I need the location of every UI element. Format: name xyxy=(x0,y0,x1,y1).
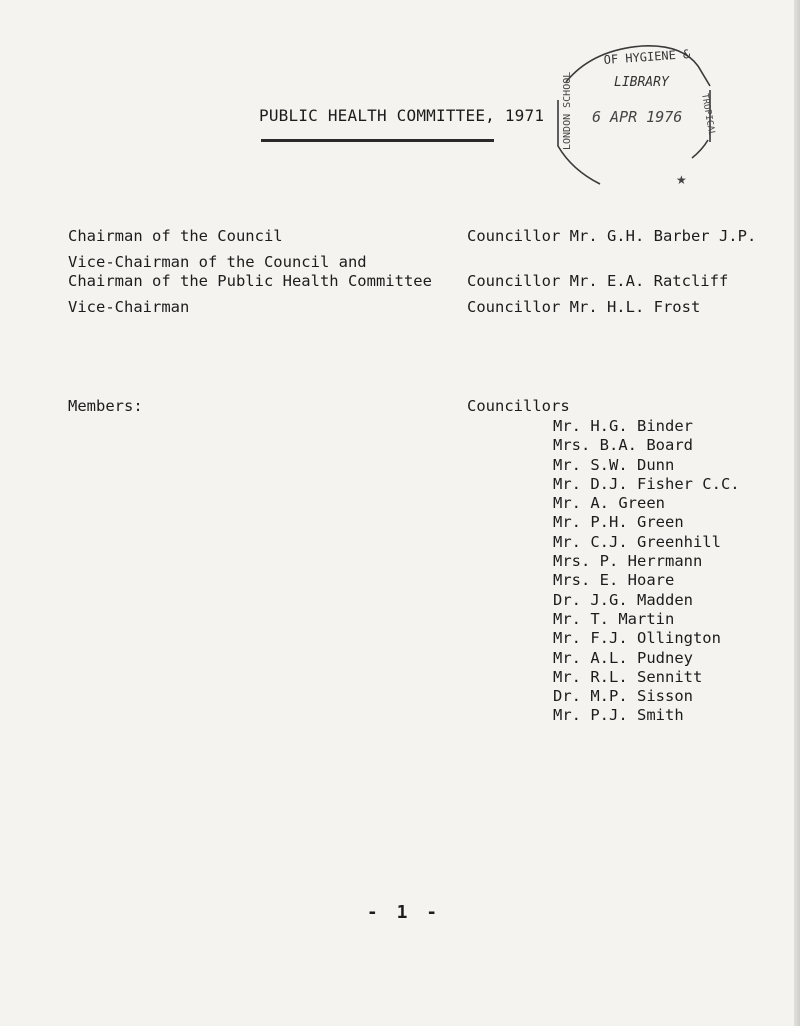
stamp-date: 6 APR 1976 xyxy=(592,108,683,126)
officer-name-chairman: Councillor Mr. G.H. Barber J.P. xyxy=(467,227,757,245)
officer-name-vice-chairman-council: Councillor Mr. E.A. Ratcliff xyxy=(467,272,729,290)
member-name: Mr. A.L. Pudney xyxy=(553,648,693,667)
member-name: Mr. R.L. Sennitt xyxy=(553,667,703,686)
officer-role-chairman-committee: Chairman of the Public Health Committee xyxy=(68,272,432,290)
member-name: Mr. F.J. Ollington xyxy=(553,629,721,648)
member-name: Mr. H.G. Binder xyxy=(553,417,693,435)
member-name: Mr. P.J. Smith xyxy=(553,706,684,725)
stamp-top-text: OF HYGIENE & xyxy=(603,46,691,67)
officer-role-chairman: Chairman of the Council xyxy=(68,227,283,245)
page-number: - 1 - xyxy=(366,902,442,923)
member-name: Mr. D.J. Fisher C.C. xyxy=(553,474,740,493)
library-stamp xyxy=(552,42,722,190)
member-name: Mr. T. Martin xyxy=(553,609,675,628)
officer-name-vice-chairman: Councillor Mr. H.L. Frost xyxy=(467,298,701,316)
member-name: Dr. M.P. Sisson xyxy=(553,687,693,706)
page-edge-shadow xyxy=(794,0,800,1026)
member-name: Mr. A. Green xyxy=(553,494,665,513)
members-label: Members: xyxy=(68,397,143,415)
page-title: PUBLIC HEALTH COMMITTEE, 1971 xyxy=(259,106,545,125)
officer-role-vice-chairman-council: Vice-Chairman of the Council and xyxy=(68,253,367,271)
star-icon: ★ xyxy=(676,173,687,187)
member-name: Mrs. P. Herrmann xyxy=(553,552,703,571)
member-name: Mr. S.W. Dunn xyxy=(553,455,675,474)
stamp-side-right: TROPICAL xyxy=(699,92,717,138)
member-name: Mrs. E. Hoare xyxy=(553,571,675,590)
title-underline xyxy=(261,139,494,142)
members-prefix: Councillors xyxy=(467,397,570,415)
member-name: Mr. P.H. Green xyxy=(553,513,684,532)
officer-role-vice-chairman: Vice-Chairman xyxy=(68,298,190,316)
stamp-side-left: LONDON SCHOOL xyxy=(562,71,573,150)
stamp-library-text: LIBRARY xyxy=(614,75,669,90)
member-name: Mrs. B.A. Board xyxy=(553,436,693,455)
member-name: Mr. C.J. Greenhill xyxy=(553,532,721,551)
member-name: Dr. J.G. Madden xyxy=(553,590,693,609)
members-list xyxy=(553,417,740,726)
